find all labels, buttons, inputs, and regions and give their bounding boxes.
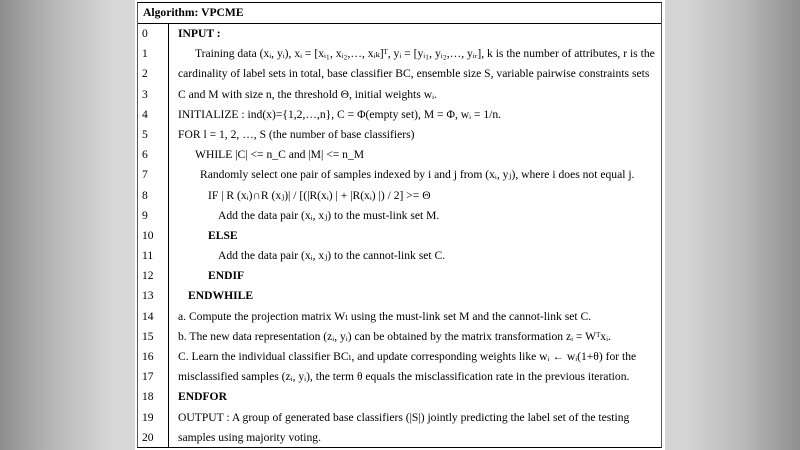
line-number: 18	[142, 390, 154, 404]
algorithm-line	[138, 105, 661, 125]
algorithm-line	[138, 226, 661, 246]
line-text: Add the data pair (xᵢ, xⱼ) to the must-link set M.	[218, 208, 440, 222]
line-text: ENDWHILE	[188, 289, 254, 303]
line-number: 19	[142, 410, 154, 424]
line-number: 0	[142, 27, 148, 40]
line-number: 12	[142, 269, 154, 283]
line-text: FOR l = 1, 2, …, S (the number of base classifiers)	[178, 127, 415, 141]
line-text: Add the data pair (xᵢ, xⱼ) to the cannot-link set C.	[218, 249, 446, 263]
line-text: C. Learn the individual classifier BCₗ, and update corresponding weights like wᵢ ← wᵢ(1+θ) for the	[178, 350, 637, 363]
line-text: cardinality of label sets in total, base classifier BC, ensemble size S, variable pairwise constraints sets	[178, 67, 650, 81]
line-text: misclassified samples (zᵢ, yᵢ), the term θ equals the misclassification rate in the previous iteration.	[178, 370, 630, 384]
algorithm-line	[138, 286, 661, 306]
algorithm-line	[138, 145, 661, 165]
line-text: C and M with size n, the threshold Θ, initial weights wᵢ.	[178, 87, 437, 101]
line-number: 5	[142, 127, 148, 141]
line-number: 3	[142, 87, 148, 101]
algorithm-line	[138, 125, 661, 145]
algorithm-line	[138, 266, 661, 286]
algorithm-line	[138, 327, 661, 347]
line-text: ELSE	[208, 228, 238, 242]
algorithm-line	[138, 367, 661, 387]
line-number: 6	[142, 148, 148, 162]
algorithm-line	[138, 44, 661, 64]
line-number: 2	[142, 67, 148, 81]
algorithm-line	[138, 428, 661, 448]
line-number: 4	[142, 107, 148, 121]
line-text: INITIALIZE : ind(x)={1,2,…,n}, C = Φ(empty set), M = Φ, wᵢ = 1/n.	[178, 107, 502, 121]
line-number: 15	[142, 329, 154, 343]
line-number: 13	[142, 289, 154, 303]
line-number: 8	[142, 188, 148, 202]
algorithm-line	[138, 85, 661, 105]
line-number: 16	[142, 350, 154, 363]
document-page	[135, 0, 665, 450]
line-text: Training data (xᵢ, yᵢ), xᵢ = [xᵢ₁, xᵢ₂,…, xᵢₖ]ᵀ, yᵢ = [yᵢ₁, yᵢ₂,…, yᵢᵣ], k is the number of attributes, r is the	[195, 47, 655, 61]
line-number: 9	[142, 208, 148, 222]
algorithm-line	[138, 64, 661, 84]
line-number: 11	[142, 249, 154, 263]
algorithm-line	[138, 165, 661, 185]
line-text: a. Compute the projection matrix Wₗ using the must-link set M and the cannot-link set C.	[178, 309, 592, 323]
line-text: ENDIF	[208, 269, 245, 283]
line-text: Randomly select one pair of samples indexed by i and j from (xᵢ, yⱼ), where i does not equal j.	[200, 168, 635, 182]
algorithm-line	[138, 347, 661, 367]
line-number: 10	[142, 228, 154, 242]
algorithm-line	[138, 408, 661, 428]
line-text: IF | R (xᵢ)∩R (xⱼ)| / [(|R(xᵢ) | + |R(xᵢ) |) / 2] >= Θ	[208, 188, 431, 202]
line-text: samples using majority voting.	[178, 430, 321, 444]
line-text: b. The new data representation (zᵢ, yᵢ) can be obtained by the matrix transformation zᵢ = Wᵀxᵢ.	[178, 329, 611, 343]
line-text: WHILE |C| <= n_C and |M| <= n_M	[195, 148, 365, 162]
line-number: 17	[142, 370, 154, 384]
line-number: 14	[142, 309, 154, 323]
line-number: 7	[142, 168, 148, 182]
line-text: INPUT :	[178, 27, 221, 40]
algorithm-line	[138, 387, 661, 407]
algorithm-box	[137, 2, 662, 448]
line-text: ENDFOR	[178, 390, 227, 404]
algorithm-line	[138, 307, 661, 327]
algorithm-line	[138, 246, 661, 266]
line-number: 1	[142, 47, 148, 61]
algorithm-line	[138, 206, 661, 226]
line-text: OUTPUT : A group of generated base classifiers (|S|) jointly predicting the label set of the testing	[178, 410, 630, 424]
line-number: 20	[142, 430, 154, 444]
algorithm-line	[138, 186, 661, 206]
algorithm-title: Algorithm: VPCME	[138, 3, 661, 24]
algorithm-line	[138, 24, 661, 44]
